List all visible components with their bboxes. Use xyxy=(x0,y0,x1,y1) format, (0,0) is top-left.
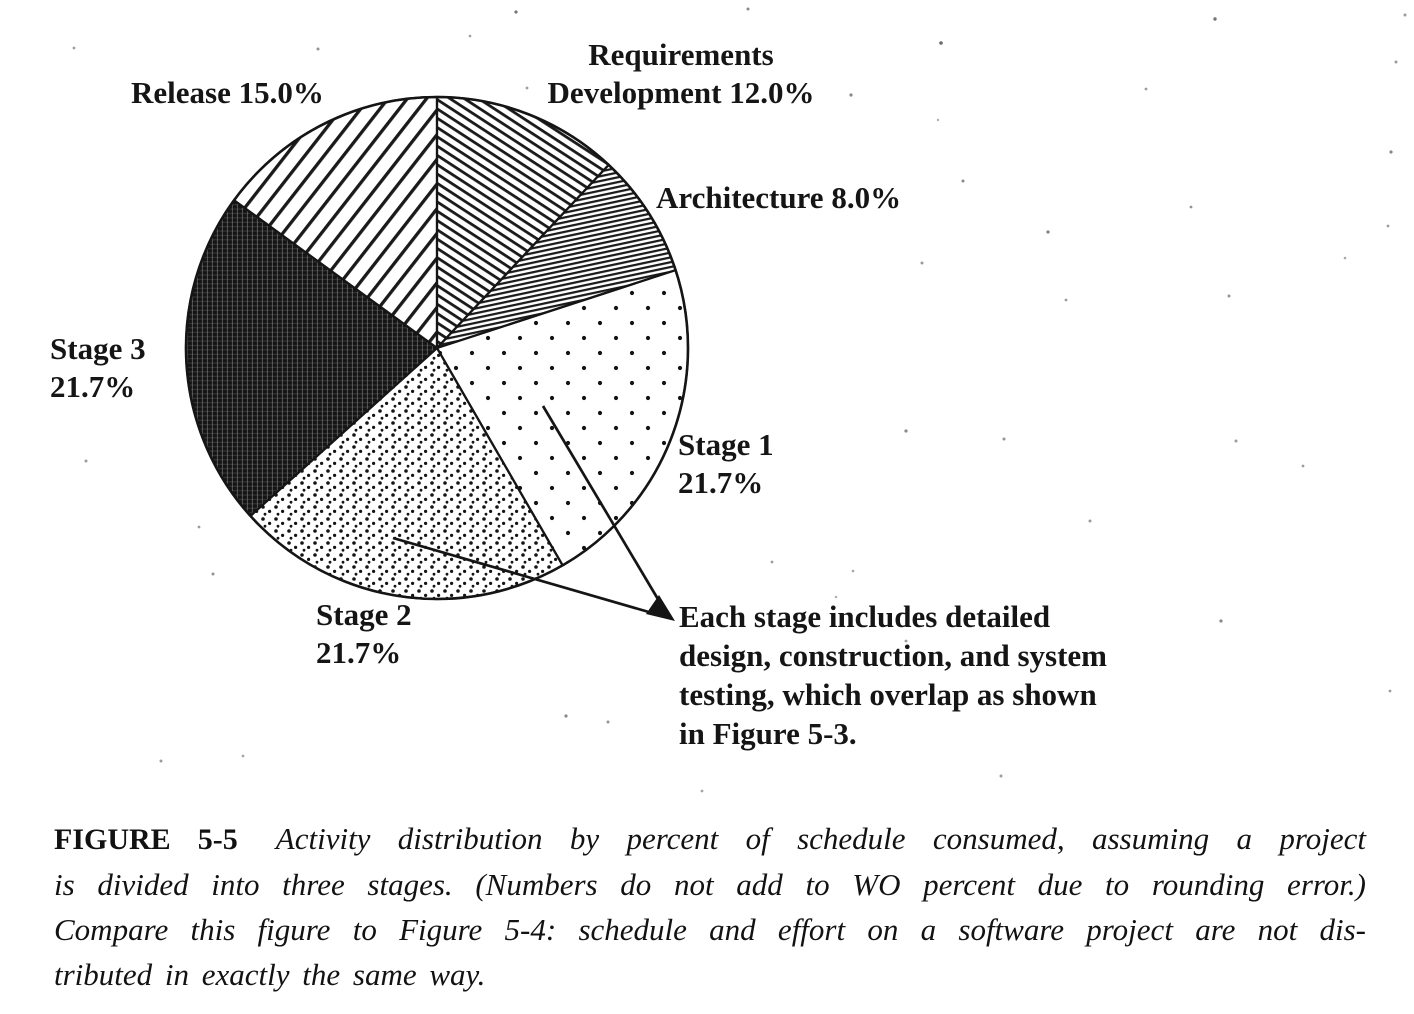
pie-label-stage2-value: 21.7% xyxy=(316,635,402,670)
caption-text: Activity distribution by percent of schedule consumed, assuming a project xyxy=(275,821,1366,856)
pie-label-stage1-value: 21.7% xyxy=(678,465,764,500)
scan-speck xyxy=(1145,88,1148,91)
pie-label-requirements-development xyxy=(505,36,857,112)
scan-speck xyxy=(701,790,704,793)
scan-speck xyxy=(747,8,750,11)
caption-line xyxy=(54,816,1366,862)
caption-line: tributed in exactly the same way. xyxy=(54,957,486,992)
scan-speck xyxy=(852,570,855,573)
scan-speck xyxy=(514,10,517,13)
pie-label-stage3 xyxy=(50,330,146,406)
pie-label-requirements-line2: Development 12.0% xyxy=(547,75,815,110)
pie-label-requirements-line1: Requirements xyxy=(588,37,774,72)
scan-speck xyxy=(962,180,965,183)
scan-speck xyxy=(1065,299,1068,302)
scan-speck xyxy=(1089,520,1092,523)
scan-speck xyxy=(1000,775,1003,778)
caption-line: is divided into three stages. (Numbers do not add to WO percent due to rounding error.) xyxy=(54,867,1366,902)
scan-speck xyxy=(1395,61,1398,64)
scan-speck xyxy=(921,262,924,265)
pie-label-stage3-value: 21.7% xyxy=(50,369,136,404)
pie-label-stage1-name: Stage 1 xyxy=(678,427,774,462)
scan-speck xyxy=(939,41,943,45)
scan-speck xyxy=(1219,619,1222,622)
scan-speck xyxy=(1387,225,1390,228)
scan-speck xyxy=(85,460,88,463)
scan-speck xyxy=(212,573,215,576)
scan-speck xyxy=(904,429,907,432)
annotation-line: design, construction, and system xyxy=(679,638,1108,673)
scan-speck xyxy=(242,755,245,758)
annotation-text xyxy=(679,597,1107,753)
pie-label-architecture: Architecture 8.0% xyxy=(656,180,902,215)
pie-label-stage2 xyxy=(316,596,412,672)
caption-line: Compare this figure to Figure 5-4: schedule and effort on a software project are not dis- xyxy=(54,912,1366,947)
annotation-line: in Figure 5-3. xyxy=(679,716,857,751)
scan-speck xyxy=(73,47,76,50)
scan-speck xyxy=(1404,14,1407,17)
scan-speck xyxy=(160,760,163,763)
scan-speck xyxy=(1228,295,1231,298)
annotation-line: testing, which overlap as shown xyxy=(679,677,1097,712)
scan-speck xyxy=(1389,690,1392,693)
scan-speck xyxy=(1046,230,1049,233)
scan-speck xyxy=(1213,17,1216,20)
annotation-line: Each stage includes detailed xyxy=(679,599,1051,634)
scan-speck xyxy=(1389,150,1392,153)
scan-speck xyxy=(771,561,774,564)
annotation-arrowhead-icon xyxy=(646,595,675,621)
figure-caption xyxy=(54,816,1366,997)
figure-number: FIGURE 5-5 xyxy=(54,823,238,856)
scan-speck xyxy=(564,714,567,717)
scan-speck xyxy=(607,721,610,724)
scan-speck xyxy=(937,119,939,121)
pie-label-release: Release 15.0% xyxy=(131,75,324,110)
scan-speck xyxy=(1344,257,1347,260)
pie-label-stage2-name: Stage 2 xyxy=(316,597,412,632)
scan-speck xyxy=(1235,440,1238,443)
scan-speck xyxy=(1302,465,1305,468)
pie-label-stage1 xyxy=(678,426,774,502)
scan-speck xyxy=(1190,206,1193,209)
scan-speck xyxy=(198,526,201,529)
scan-speck xyxy=(1003,438,1006,441)
pie-label-stage3-name: Stage 3 xyxy=(50,331,146,366)
scan-speck xyxy=(469,35,472,38)
scan-speck xyxy=(317,48,320,51)
